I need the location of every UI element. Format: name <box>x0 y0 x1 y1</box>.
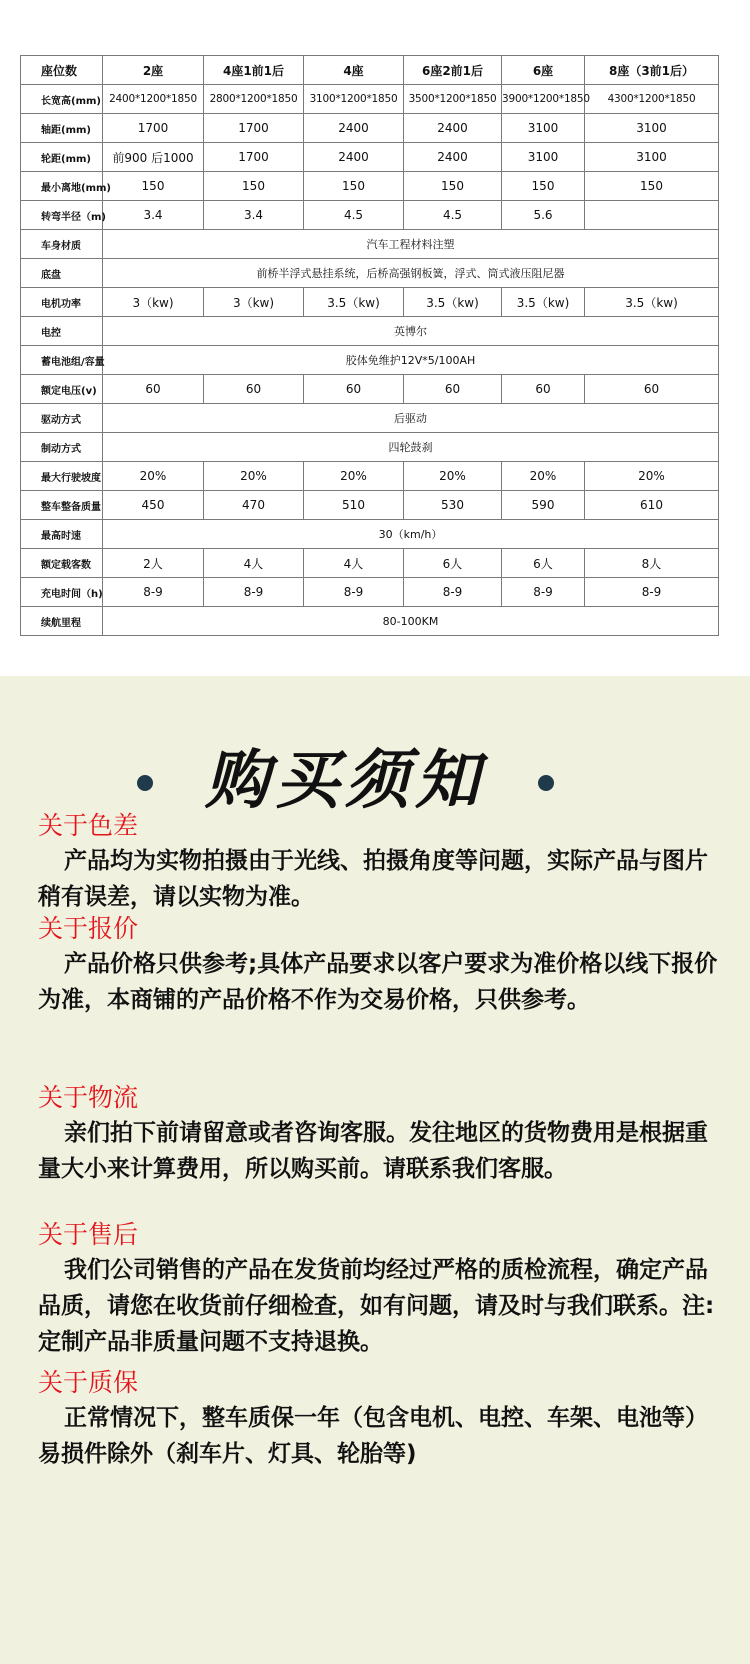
merged-cell: 30（km/h） <box>103 520 719 549</box>
table-cell: 60 <box>304 375 404 404</box>
section-body: 亲们拍下前请留意或者咨询客服。发往地区的货物费用是根据重量大小来计算费用，所以购买前。请联系我们客服。 <box>38 1120 708 1182</box>
table-cell: 2400 <box>404 114 502 143</box>
table-cell: 8-9 <box>204 578 304 607</box>
section-logistics <box>38 1081 718 1187</box>
table-cell: 60 <box>585 375 719 404</box>
table-cell: 6人 <box>502 549 585 578</box>
table-cell: 1700 <box>103 114 204 143</box>
merged-cell: 后驱动 <box>103 404 719 433</box>
merged-cell: 四轮鼓刹 <box>103 433 719 462</box>
table-cell: 60 <box>502 375 585 404</box>
header-cell: 6座 <box>502 56 585 85</box>
notice-title: 购买须知 <box>205 743 485 818</box>
section-heading: 关于色差 <box>38 811 139 840</box>
table-cell: 2400 <box>404 143 502 172</box>
table-row <box>21 433 719 462</box>
table-cell: 3900*1200*1850 <box>502 85 585 114</box>
table-cell: 2400 <box>304 114 404 143</box>
table-cell: 20% <box>502 462 585 491</box>
table-cell: 8-9 <box>585 578 719 607</box>
table-row <box>21 375 719 404</box>
table-row <box>21 346 719 375</box>
table-cell: 470 <box>204 491 304 520</box>
table-cell: 1700 <box>204 143 304 172</box>
table-cell: 3.5（kw) <box>502 288 585 317</box>
row-label: 转弯半径（m) <box>21 201 103 230</box>
table-cell: 3.5（kw) <box>304 288 404 317</box>
table-row <box>21 259 719 288</box>
table-cell: 3.4 <box>103 201 204 230</box>
table-row <box>21 607 719 636</box>
table-row <box>21 85 719 114</box>
row-label: 整车整备质量 <box>21 491 103 520</box>
row-label: 座位数 <box>21 56 103 85</box>
header-cell: 6座2前1后 <box>404 56 502 85</box>
table-cell: 6人 <box>404 549 502 578</box>
table-cell: 3.5（kw) <box>404 288 502 317</box>
merged-cell: 80-100KM <box>103 607 719 636</box>
bullet-dot-icon <box>137 775 153 791</box>
header-cell: 4座1前1后 <box>204 56 304 85</box>
spec-table-area <box>0 0 750 676</box>
row-label: 轴距(mm) <box>21 114 103 143</box>
section-body: 正常情况下，整车质保一年（包含电机、电控、车架、电池等）易损件除外（刹车片、灯具、轮胎等) <box>38 1405 708 1467</box>
section-heading: 关于报价 <box>38 914 139 943</box>
table-cell: 610 <box>585 491 719 520</box>
table-row <box>21 172 719 201</box>
table-row <box>21 578 719 607</box>
table-cell: 150 <box>585 172 719 201</box>
spec-table <box>20 55 719 636</box>
table-cell: 8-9 <box>103 578 204 607</box>
table-row <box>21 114 719 143</box>
table-cell: 150 <box>204 172 304 201</box>
table-row <box>21 549 719 578</box>
table-cell: 450 <box>103 491 204 520</box>
row-label: 制动方式 <box>21 433 103 462</box>
row-label: 驱动方式 <box>21 404 103 433</box>
table-cell: 60 <box>204 375 304 404</box>
table-cell: 20% <box>304 462 404 491</box>
row-label: 最高时速 <box>21 520 103 549</box>
row-label: 车身材质 <box>21 230 103 259</box>
section-body: 我们公司销售的产品在发货前均经过严格的质检流程，确定产品品质，请您在收货前仔细检查，如有问题，请及时与我们联系。注:定制产品非质量问题不支持退换。 <box>38 1257 715 1355</box>
row-label: 底盘 <box>21 259 103 288</box>
table-cell: 4人 <box>204 549 304 578</box>
row-label: 轮距(mm) <box>21 143 103 172</box>
table-cell: 8人 <box>585 549 719 578</box>
table-cell: 2人 <box>103 549 204 578</box>
table-row <box>21 520 719 549</box>
table-cell: 3100 <box>585 143 719 172</box>
section-heading: 关于质保 <box>38 1368 139 1397</box>
table-cell: 150 <box>502 172 585 201</box>
table-cell: 20% <box>404 462 502 491</box>
table-cell: 590 <box>502 491 585 520</box>
table-row <box>21 404 719 433</box>
table-cell: 4人 <box>304 549 404 578</box>
table-cell: 4300*1200*1850 <box>585 85 719 114</box>
row-label: 电控 <box>21 317 103 346</box>
table-cell: 4.5 <box>304 201 404 230</box>
section-warranty <box>38 1366 718 1472</box>
table-row <box>21 462 719 491</box>
table-cell: 1700 <box>204 114 304 143</box>
table-cell <box>585 201 719 230</box>
table-cell: 2400 <box>304 143 404 172</box>
row-label: 充电时间（h) <box>21 578 103 607</box>
header-cell: 2座 <box>103 56 204 85</box>
table-cell: 3（kw) <box>204 288 304 317</box>
row-label: 蓄电池组/容量 <box>21 346 103 375</box>
table-row <box>21 230 719 259</box>
table-cell: 150 <box>304 172 404 201</box>
row-label: 电机功率 <box>21 288 103 317</box>
section-body: 产品价格只供参考;具体产品要求以客户要求为准价格以线下报价为准，本商铺的产品价格不作为交易价格，只供参考。 <box>38 951 718 1013</box>
row-label: 最大行驶坡度 <box>21 462 103 491</box>
section-color-difference <box>38 809 718 915</box>
row-label: 续航里程 <box>21 607 103 636</box>
table-cell: 60 <box>103 375 204 404</box>
section-heading: 关于售后 <box>38 1220 139 1249</box>
table-cell: 3100*1200*1850 <box>304 85 404 114</box>
table-cell: 2400*1200*1850 <box>103 85 204 114</box>
table-header-row <box>21 56 719 85</box>
merged-cell: 汽车工程材料注塑 <box>103 230 719 259</box>
row-label: 额定电压(v) <box>21 375 103 404</box>
merged-cell: 英博尔 <box>103 317 719 346</box>
table-row <box>21 317 719 346</box>
table-cell: 3.4 <box>204 201 304 230</box>
table-cell: 530 <box>404 491 502 520</box>
table-row <box>21 201 719 230</box>
table-cell: 8-9 <box>502 578 585 607</box>
table-cell: 5.6 <box>502 201 585 230</box>
section-heading: 关于物流 <box>38 1083 139 1112</box>
section-body: 产品均为实物拍摄由于光线、拍摄角度等问题，实际产品与图片稍有误差，请以实物为准。 <box>38 848 708 910</box>
section-pricing <box>38 912 718 1018</box>
table-cell: 150 <box>404 172 502 201</box>
merged-cell: 胶体免维护12V*5/100AH <box>103 346 719 375</box>
section-after-sales <box>38 1218 718 1360</box>
table-cell: 20% <box>204 462 304 491</box>
table-row <box>21 491 719 520</box>
table-cell: 3.5（kw) <box>585 288 719 317</box>
row-label: 最小离地(mm) <box>21 172 103 201</box>
table-cell: 20% <box>585 462 719 491</box>
table-cell: 3（kw) <box>103 288 204 317</box>
header-cell: 8座（3前1后） <box>585 56 719 85</box>
table-row <box>21 143 719 172</box>
purchase-notice <box>0 676 750 1664</box>
merged-cell: 前桥半浮式悬挂系统，后桥高强钢板簧，浮式、筒式液压阻尼器 <box>103 259 719 288</box>
table-cell: 3500*1200*1850 <box>404 85 502 114</box>
header-cell: 4座 <box>304 56 404 85</box>
table-cell: 3100 <box>502 143 585 172</box>
table-cell: 20% <box>103 462 204 491</box>
table-cell: 60 <box>404 375 502 404</box>
table-cell: 510 <box>304 491 404 520</box>
table-cell: 2800*1200*1850 <box>204 85 304 114</box>
table-cell: 前900 后1000 <box>103 143 204 172</box>
row-label: 长宽高(mm) <box>21 85 103 114</box>
table-cell: 8-9 <box>404 578 502 607</box>
row-label: 额定载客数 <box>21 549 103 578</box>
bullet-dot-icon <box>538 775 554 791</box>
table-cell: 8-9 <box>304 578 404 607</box>
table-cell: 4.5 <box>404 201 502 230</box>
table-row <box>21 288 719 317</box>
table-cell: 3100 <box>502 114 585 143</box>
table-cell: 3100 <box>585 114 719 143</box>
table-cell: 150 <box>103 172 204 201</box>
